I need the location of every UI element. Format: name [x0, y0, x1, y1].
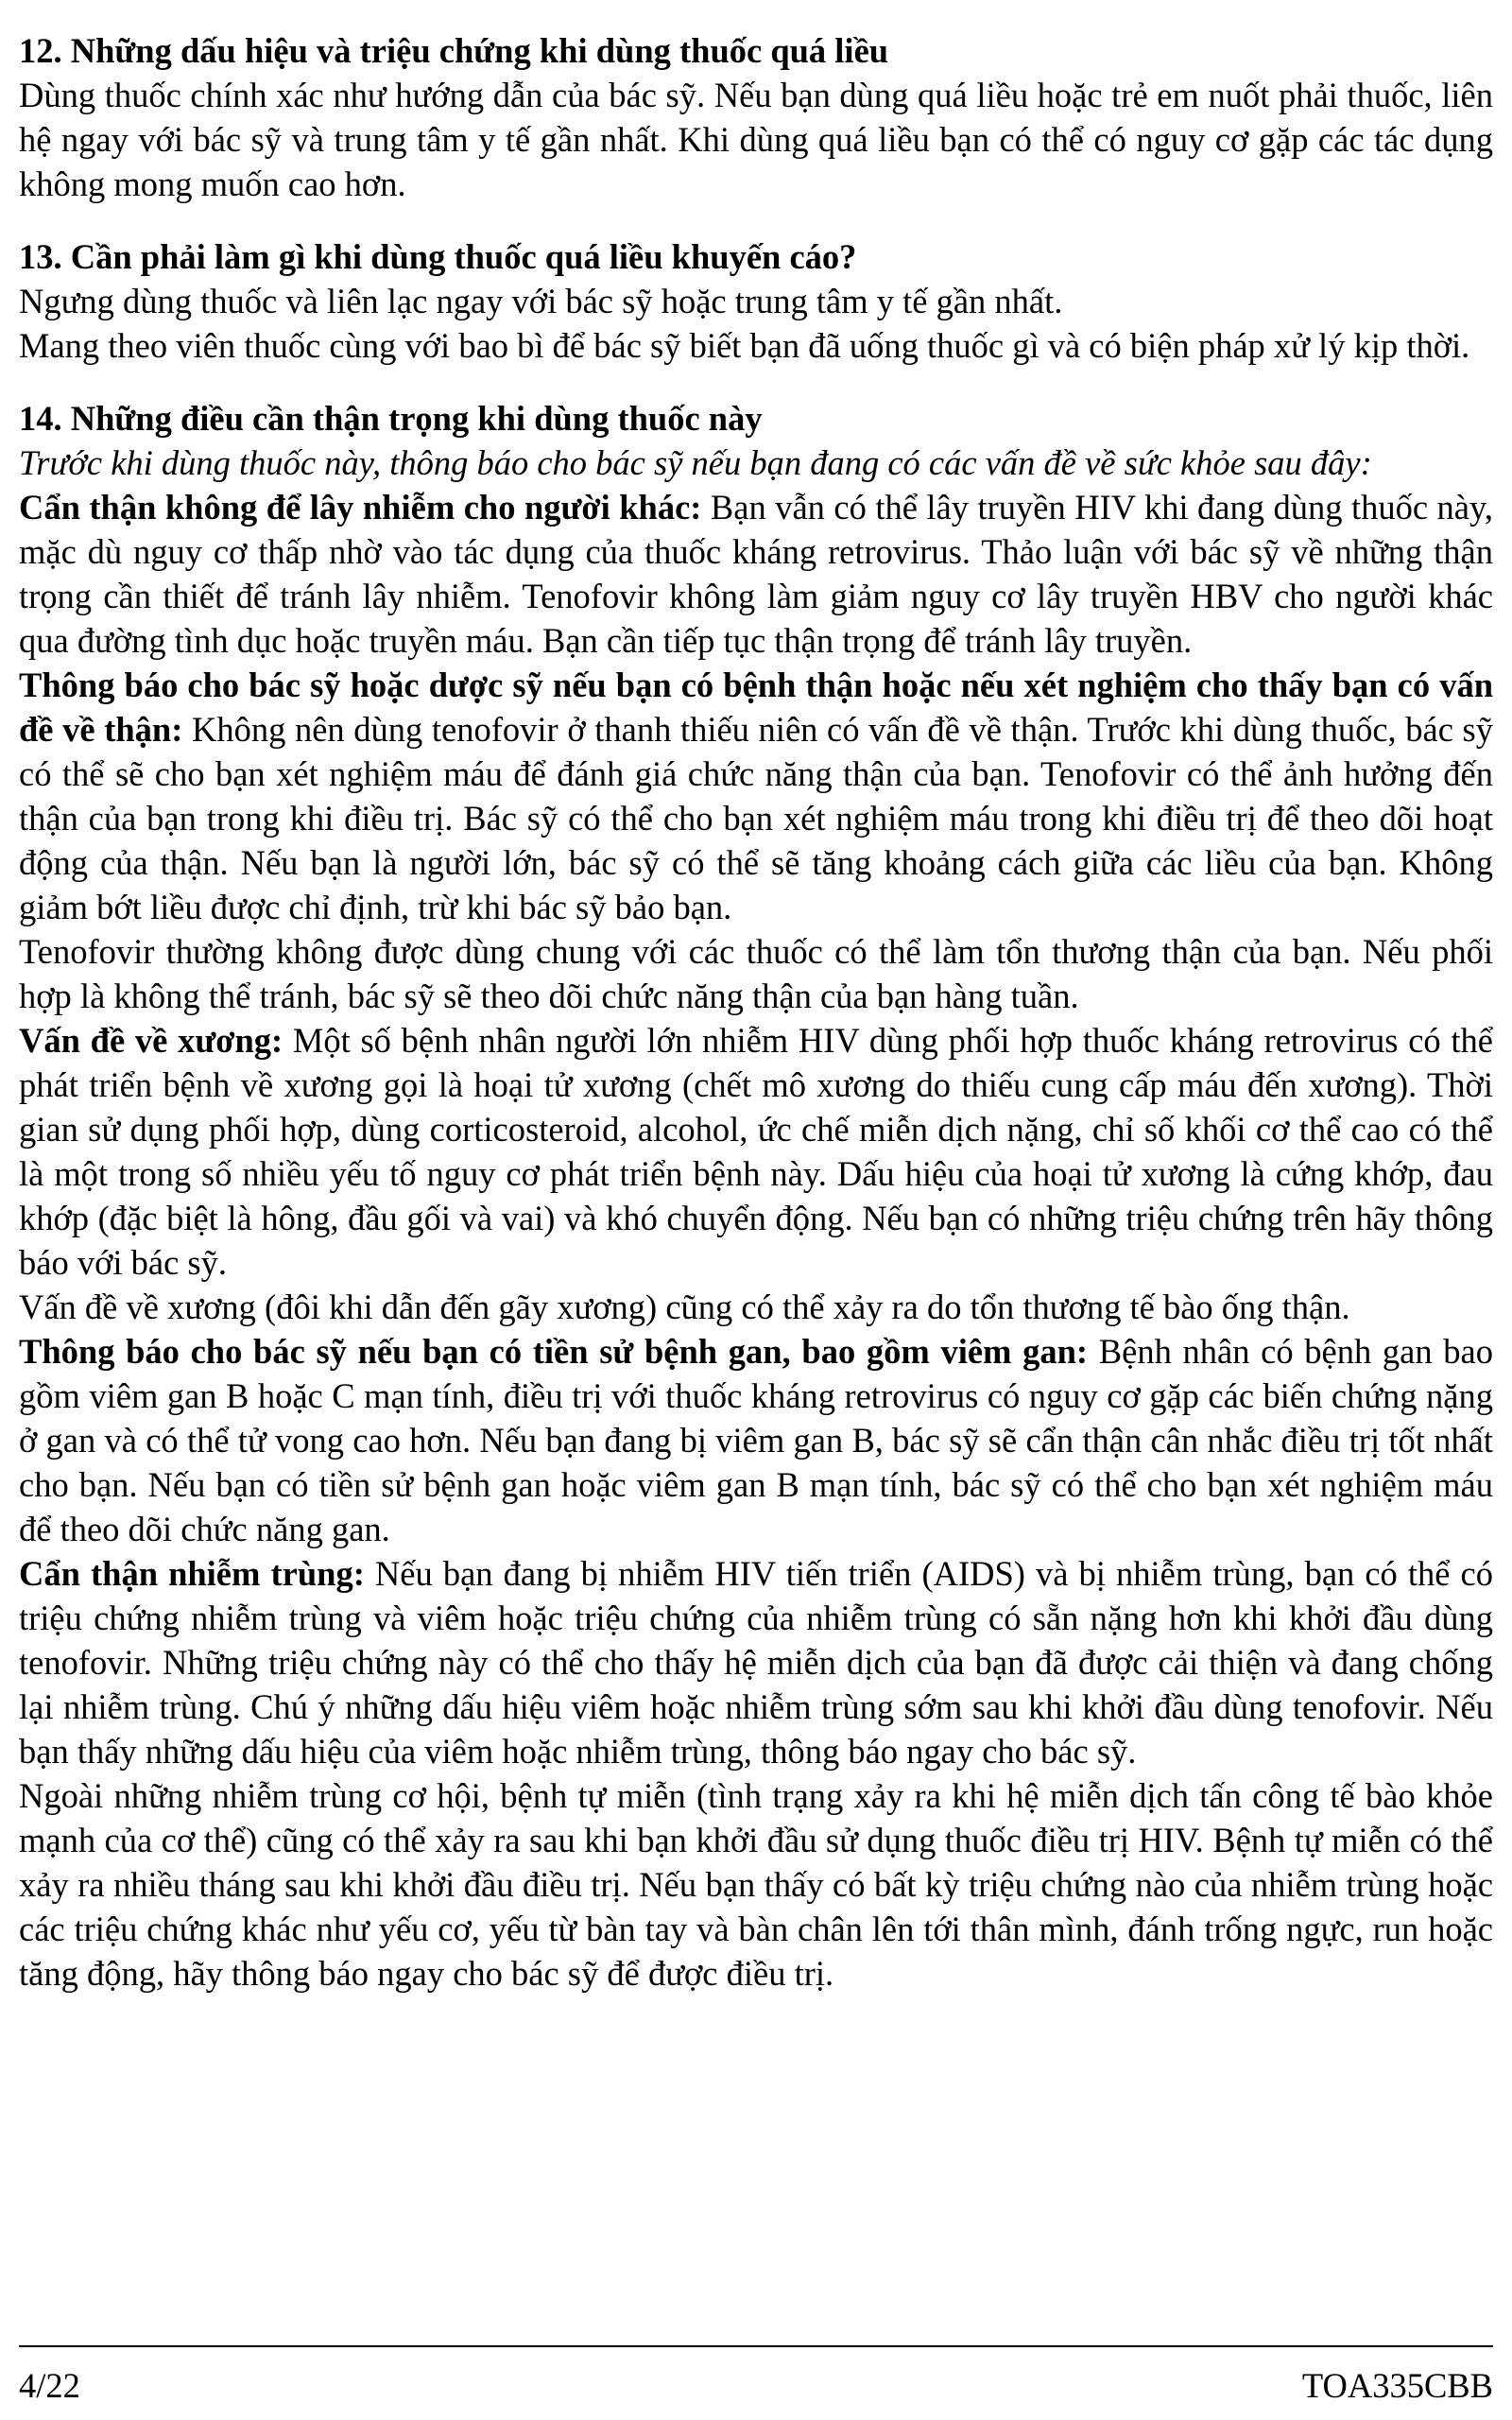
paragraph-lead: Thông báo cho bác sỹ hoặc dược sỹ nếu bạn có bệnh thận hoặc nếu xét nghiệm cho thấy bạn có vấn đề về thận:: [19, 666, 1493, 749]
document-body: [19, 28, 1493, 2024]
paragraph-infection: [19, 1551, 1493, 1773]
section-13: [19, 234, 1493, 368]
section-heading: 14. Những điều cần thận trọng khi dùng thuốc này: [19, 399, 763, 438]
section-heading: 12. Những dấu hiệu và triệu chứng khi dùng thuốc quá liều: [19, 31, 889, 70]
paragraph-text: Một số bệnh nhân người lớn nhiễm HIV dùng phối hợp thuốc kháng retrovirus có thể phát triển bệnh về xương gọi là hoại tử xương (chết mô xương do thiếu cung cấp máu đến xương). Thời gian sử dụng phối hợp, dùng corticosteroid, alcohol, ức chế miễn dịch nặng, chỉ số khối cơ thể cao có thể là một trong số nhiều yếu tố nguy cơ phát triển bệnh này. Dấu hiệu của hoại tử xương là cứng khớp, đau khớp (đặc biệt là hông, đầu gối và vai) và khó chuyển động. Nếu bạn có những triệu chứng trên hãy thông báo với bác sỹ.: [19, 1021, 1493, 1282]
paragraph-transmission: [19, 485, 1493, 663]
paragraph-text: Bệnh nhân có bệnh gan bao gồm viêm gan B hoặc C mạn tính, điều trị với thuốc kháng retrovirus có nguy cơ gặp các biến chứng nặng ở gan và có thể tử vong cao hơn. Nếu bạn đang bị viêm gan B, bác sỹ sẽ cẩn thận cân nhắc điều trị tốt nhất cho bạn. Nếu bạn có tiền sử bệnh gan hoặc viêm gan B mạn tính, bác sỹ có thể cho bạn xét nghiệm máu để theo dõi chức năng gan.: [19, 1332, 1493, 1548]
paragraph-text: Bạn vẫn có thể lây truyền HIV khi đang dùng thuốc này, mặc dù nguy cơ thấp nhờ vào tác dụng của thuốc kháng retrovirus. Thảo luận với bác sỹ về những thận trọng cần thiết để tránh lây nhiễm. Tenofovir không làm giảm nguy cơ lây truyền HBV cho người khác qua đường tình dục hoặc truyền máu. Bạn cần tiếp tục thận trọng để tránh lây truyền.: [19, 488, 1493, 660]
page-number: 4/22: [19, 2366, 80, 2405]
section-14: [19, 396, 1493, 1996]
paragraph-bone-note: Vấn đề về xương (đôi khi dẫn đến gãy xương) cũng có thể xảy ra do tổn thương tế bào ống thận.: [19, 1288, 1350, 1326]
paragraph-lead: Vấn đề về xương:: [19, 1021, 284, 1060]
paragraph-autoimmune: Ngoài những nhiễm trùng cơ hội, bệnh tự miễn (tình trạng xảy ra khi hệ miễn dịch tấn công tế bào khỏe mạnh của cơ thể) cũng có thể xảy ra sau khi bạn khởi đầu sử dụng thuốc điều trị HIV. Bệnh tự miễn có thể xảy ra nhiều tháng sau khi khởi đầu điều trị. Nếu bạn thấy có bất kỳ triệu chứng nào của nhiễm trùng hoặc các triệu chứng khác như yếu cơ, yếu từ bàn tay và bàn chân lên tới thân mình, đánh trống ngực, run hoặc tăng động, hãy thông báo ngay cho bác sỹ để được điều trị.: [19, 1776, 1493, 1993]
paragraph: Ngưng dùng thuốc và liên lạc ngay với bác sỹ hoặc trung tâm y tế gần nhất.: [19, 282, 1063, 320]
section-intro: Trước khi dùng thuốc này, thông báo cho bác sỹ nếu bạn đang có các vấn đề về sức khỏe sau đây:: [19, 443, 1372, 482]
paragraph-lead: Thông báo cho bác sỹ nếu bạn có tiền sử bệnh gan, bao gồm viêm gan:: [19, 1332, 1089, 1371]
paragraph-kidney-note: Tenofovir thường không được dùng chung với các thuốc có thể làm tổn thương thận của bạn. Nếu phối hợp là không thể tránh, bác sỹ sẽ theo dõi chức năng thận của bạn hàng tuần.: [19, 932, 1493, 1015]
paragraph-text: Nếu bạn đang bị nhiễm HIV tiến triển (AIDS) và bị nhiễm trùng, bạn có thể có triệu chứng nhiễm trùng và viêm hoặc triệu chứng của nhiễm trùng có sẵn nặng hơn khi khởi đầu dùng tenofovir. Những triệu chứng này có thể cho thấy hệ miễn dịch của bạn đã được cải thiện và đang chống lại nhiễm trùng. Chú ý những dấu hiệu viêm hoặc nhiễm trùng sớm sau khi khởi đầu dùng tenofovir. Nếu bạn thấy những dấu hiệu của viêm hoặc nhiễm trùng, thông báo ngay cho bác sỹ.: [19, 1554, 1493, 1771]
paragraph-liver: [19, 1329, 1493, 1551]
footer-divider: [19, 2345, 1493, 2347]
paragraph-bone: [19, 1018, 1493, 1285]
paragraph-kidney: [19, 663, 1493, 929]
document-code: TOA335CBB: [1301, 2366, 1493, 2405]
paragraph-text: Không nên dùng tenofovir ở thanh thiếu niên có vấn đề về thận. Trước khi dùng thuốc, bác sỹ có thể sẽ cho bạn xét nghiệm máu để đánh giá chức năng thận của bạn. Tenofovir có thể ảnh hưởng đến thận của bạn trong khi điều trị. Bác sỹ có thể cho bạn xét nghiệm máu trong khi điều trị để theo dõi hoạt động của thận. Nếu bạn là người lớn, bác sỹ có thể sẽ tăng khoảng cách giữa các liều của bạn. Không giảm bớt liều được chỉ định, trừ khi bác sỹ bảo bạn.: [19, 710, 1494, 926]
paragraph-lead: Cẩn thận không để lây nhiễm cho người khác:: [19, 488, 702, 527]
section-12: [19, 28, 1493, 206]
paragraph: Mang theo viên thuốc cùng với bao bì để bác sỹ biết bạn đã uống thuốc gì và có biện pháp xử lý kịp thời.: [19, 326, 1470, 365]
paragraph: Dùng thuốc chính xác như hướng dẫn của bác sỹ. Nếu bạn dùng quá liều hoặc trẻ em nuốt phải thuốc, liên hệ ngay với bác sỹ và trung tâm y tế gần nhất. Khi dùng quá liều bạn có thể có nguy cơ gặp các tác dụng không mong muốn cao hơn.: [19, 76, 1493, 203]
section-heading: 13. Cần phải làm gì khi dùng thuốc quá liều khuyến cáo?: [19, 237, 857, 276]
paragraph-lead: Cẩn thận nhiễm trùng:: [19, 1554, 365, 1593]
